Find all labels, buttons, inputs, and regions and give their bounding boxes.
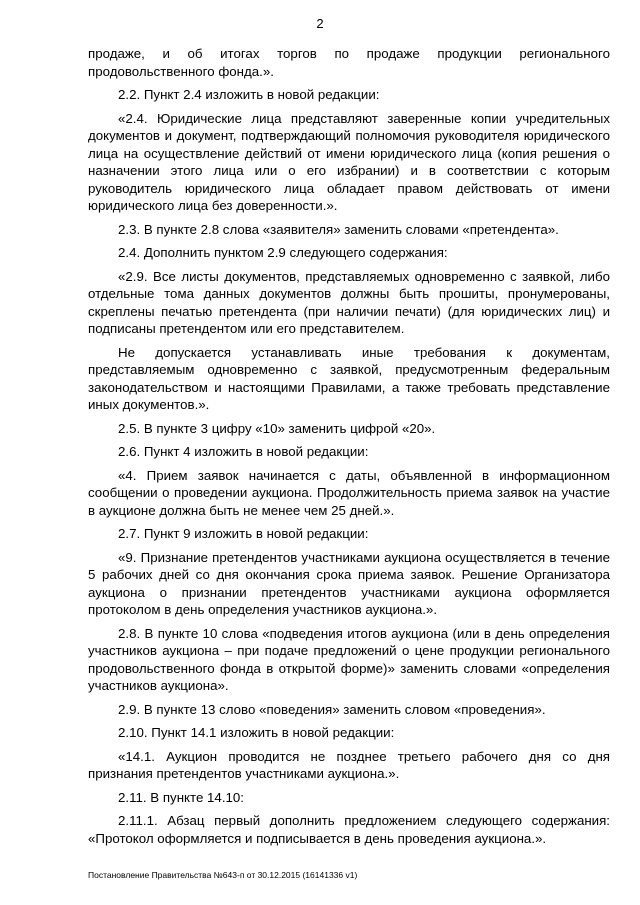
paragraph: 2.3. В пункте 2.8 слова «заявителя» заменить словами «претендента». [118, 221, 559, 237]
paragraph: продаже, и об итогах торгов по продаже продукции регионального продовольственного фонда.». [88, 46, 610, 79]
paragraph: «4. Прием заявок начинается с даты, объявленной в информационном сообщении о проведении аукциона. Продолжительность приема заявок на участие в аукционе должна быть не менее чем 25 дней.». [88, 467, 610, 518]
paragraph: 2.6. Пункт 4 изложить в новой редакции: [118, 444, 369, 459]
paragraph: 2.7. Пункт 9 изложить в новой редакции: [118, 526, 369, 541]
footer-note: Постановление Правительства №643-п от 30.12.2015 (16141336 v1) [88, 870, 358, 880]
paragraph: 2.2. Пункт 2.4 изложить в новой редакции: [118, 87, 380, 102]
paragraph: «2.4. Юридические лица представляют заверенные копии учредительных документов и документ, подтверждающий полномочия руководителя юридического лица на осуществление действий от имени юридического лица (копия решения о назначении этого лица или о его избрании) и в соответствии с которым руководитель юридического лица обладает правом действовать от имени юридического лица без доверенности.». [88, 110, 610, 213]
paragraph: «2.9. Все листы документов, представляемых одновременно с заявкой, либо отдельные тома данных документов должны быть прошиты, пронумерованы, скреплены печатью претендента (при наличии печати) (для юридических лиц) и подписаны претендентом или его представителем. [88, 268, 610, 336]
paragraph: 2.11. В пункте 14.10: [118, 789, 245, 805]
paragraph: 2.9. В пункте 13 слово «поведения» заменить словом «проведения». [118, 701, 546, 717]
paragraph: 2.4. Дополнить пунктом 2.9 следующего содержания: [118, 245, 448, 260]
paragraph: 2.8. В пункте 10 слова «подведения итогов аукциона (или в день определения участников аукциона – при подаче предложений о цене продукции регионального продовольственного фонда в открытой форме)» заменить словами «определения участников аукциона». [88, 625, 610, 693]
page-number: 2 [316, 16, 324, 31]
paragraph: Не допускается устанавливать иные требования к документам, представляемым одновременно с заявкой, предусмотренным федеральным законодательством и настоящими Правилами, а также требовать представление иных документов.». [88, 344, 610, 412]
paragraph: 2.5. В пункте 3 цифру «10» заменить цифрой «20». [118, 420, 436, 436]
paragraph: «14.1. Аукцион проводится не позднее третьего рабочего дня со дня признания претендентов участниками аукциона.». [88, 748, 610, 781]
paragraph: 2.10. Пункт 14.1 изложить в новой редакции: [118, 725, 395, 740]
paragraph: 2.11.1. Абзац первый дополнить предложением следующего содержания: «Протокол оформляется и подписывается в день проведения аукциона.». [88, 813, 610, 846]
paragraph: «9. Признание претендентов участниками аукциона осуществляется в течение 5 рабочих дней со дня окончания срока приема заявок. Решение Организатора аукциона о признании претендентов участниками аукциона оформляется протоколом в день определения участников аукциона.». [88, 549, 610, 617]
document-body [88, 45, 610, 853]
